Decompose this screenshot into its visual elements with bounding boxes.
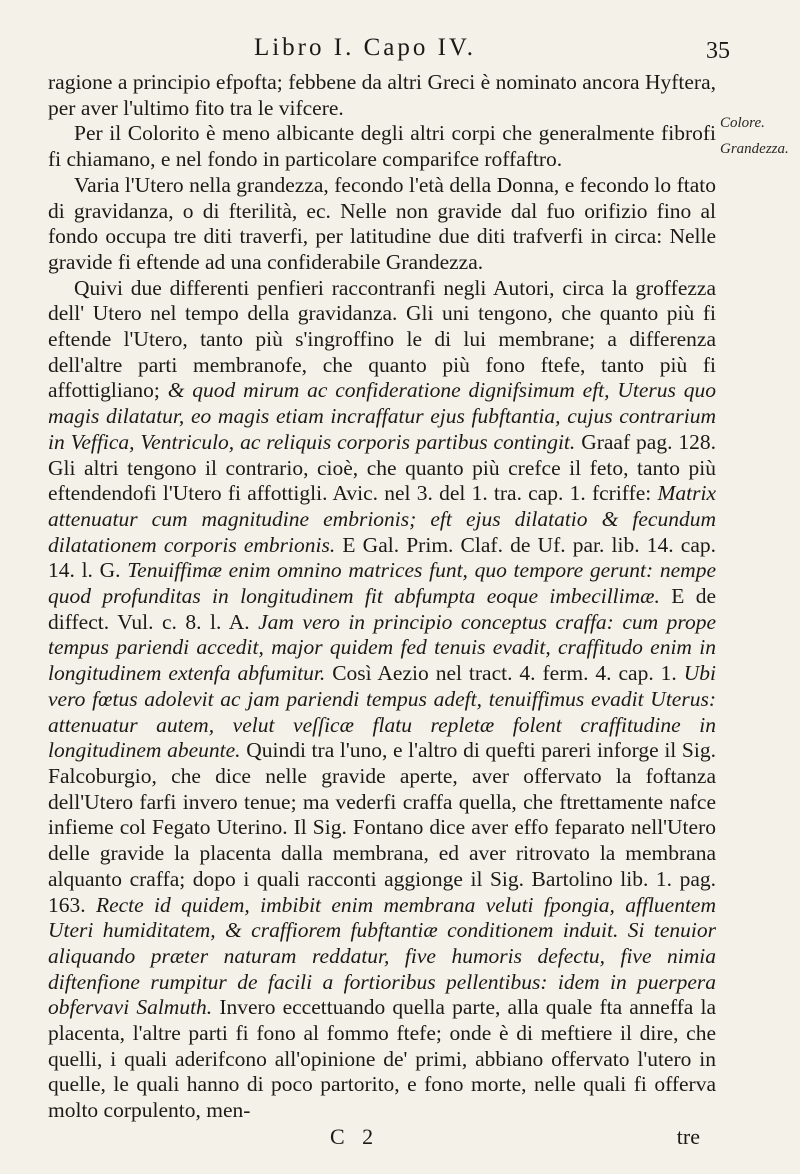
latin-quotation: Recte id quidem, imbibit enim membrana veluti fpongia, affluentem Uteri humiditatem, & craffiorem fubftantiæ conditionem induit. Si tenuior aliquando præter naturam reddatur, five humoris defectu, five nimia diftenfione rumpitur de facili a fortioribus pellentibus: idem in puerpera obfervavi Salmuth. [48, 892, 717, 1020]
marginal-note-colore: Colore. [720, 115, 765, 131]
latin-quotation: Ubi vero fœtus adolevit ac jam pariendi tempus adeft, tenuiffimus evadit Uterus: attenuatur autem, velut veſſicæ flatu repletæ folent craffitudine in longitudinem abeunte. [48, 661, 716, 763]
text-run: Graaf pag. 128. Gli altri tengono il contrario, cioè, che quanto più crefce il feto, tanto più eftendendofi l'Utero fi affottigli. Avic. nel 3. del 1. tra. cap. 1. fcriffe: [48, 429, 716, 506]
page-number: 35 [706, 38, 730, 64]
latin-quotation: Jam vero in principio conceptus craffa: cum prope tempus pariendi accedit, major quidem fed tenuis evadit, craffitudo enim in longitudinem extenfa abfumitur. [48, 609, 717, 686]
text-run: Così Aezio nel tract. 4. ferm. 4. cap. 1. [325, 661, 684, 686]
marginal-note-grandezza: Grandezza. [720, 141, 789, 157]
latin-quotation: & quod mirum ac confideratione dignifsimum eft, Uterus quo magis dilatatur, eo magis etiam incraffatur ejus fubftantia, cujus contrarium in Veffica, Ventriculo, ac reliquis corporis partibus contingit. [48, 378, 716, 454]
text-run: Quindi tra l'uno, e l'altro di quefti pareri inforge il Sig. Falcoburgio, che dice nelle gravide aperte, aver offervato la foftanza dell'Utero farfi invero tenue; ma vederfi craffa quella, che ftrettamente nafce infieme col Fegato Uterino. Il Sig. Fontano dice aver effo feparato nell'Utero delle gravide la placenta dalla membrana, ed aver ritrovato la membrana alquanto craffa; dopo i quali racconti aggionge il Sig. Bartolino lib. 1. pag. 163. [48, 738, 716, 917]
running-title: Libro I. Capo IV. [253, 34, 477, 61]
paragraph [48, 121, 716, 172]
catchword: tre [676, 1124, 700, 1149]
body-text [48, 70, 716, 1124]
paragraph [48, 173, 716, 276]
text-run: E de diffect. Vul. c. 8. l. A. [48, 584, 716, 634]
signature-mark: C 2 [330, 1124, 380, 1149]
text-run: Quivi due differenti penfieri raccontranfi negli Autori, circa la groffezza dell' Utero nel tempo della gravidanza. Gli uni tengono, che quanto più fi eftende l'Utero, tanto più s'ingroffino le di lui membrane; a differenza dell'altre parti membranofe, che quanto più fono ftefe, tanto più fi affottigliano; [48, 275, 716, 403]
text-run: Varia l'Utero nella grandezza, fecondo l'età della Donna, e fecondo lo ftato di gravidanza, o di fterilità, ec. Nelle non gravide dal fuo orifizio fino al fondo occupa tre diti traverfi, per latitudine due diti trafverfi in circa: Nelle gravide fi eftende ad una confiderabile Grandezza. [48, 172, 716, 274]
latin-quotation: Tenuiffimæ enim omnino matrices funt, quo tempore gerunt: nempe quod profunditas in longitudinem fit abfumpta eoque imbecillimæ. [48, 558, 716, 609]
paragraph [48, 276, 716, 1124]
paragraph [48, 70, 716, 121]
text-run: ragione a principio efpofta; febbene da altri Greci è nominato ancora Hyftera, per aver l'ultimo fito tra le vifcere. [48, 70, 716, 120]
latin-quotation: Matrix attenuatur cum magnitudine embrionis; eft ejus dilatatio & fecundum dilatationem corporis embrionis. [48, 481, 716, 557]
text-run: Per il Colorito è meno albicante degli altri corpi che generalmente fibrofi fi chiamano, e nel fondo in particolare comparifce roffaftro. [48, 121, 716, 172]
text-run: E Gal. Prim. Claf. de Uf. par. lib. 14. cap. 14. l. G. [48, 532, 716, 583]
text-run: Invero eccettuando quella parte, alla quale fta anneffa la placenta, l'altre parti fi fono al fommo ftefe; onde è di meftiere il dire, che quelli, i quali aderifcono all'opinione de' primi, abbiano offervato l'utero in quelle, le quali hanno di poco partorito, e fono morte, nelle quali fi offerva molto corpulento, men- [48, 995, 716, 1123]
running-head [0, 34, 800, 64]
